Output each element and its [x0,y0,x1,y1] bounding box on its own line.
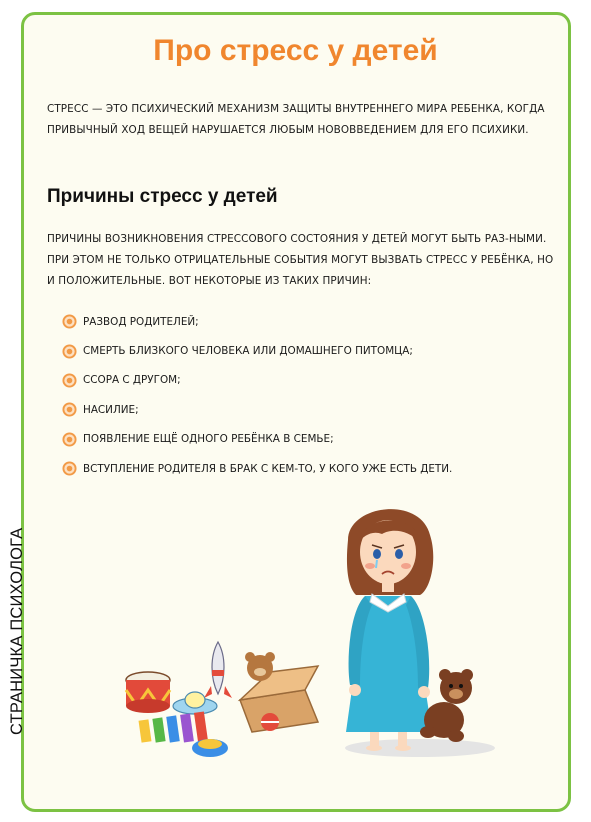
page-title: Про стресс у детей [153,34,438,67]
orange-ring-bullet-icon [62,432,77,447]
list-item-text: ССОРА С ДРУГОМ; [83,374,181,387]
list-item-text: НАСИЛИЕ; [83,403,139,416]
list-item [62,425,542,454]
list-item [62,366,542,395]
list-item [62,307,542,336]
list-item-text: СМЕРТЬ БЛИЗКОГО ЧЕЛОВЕКА ИЛИ ДОМАШНЕГО ПИТОМЦА; [83,345,413,358]
orange-ring-bullet-icon [62,373,77,388]
orange-ring-bullet-icon [62,402,77,417]
list-item [62,336,542,365]
orange-ring-bullet-icon [62,461,77,476]
list-item-text: РАЗВОД РОДИТЕЛЕЙ; [83,315,199,328]
list-item [62,395,542,424]
orange-ring-bullet-icon [62,314,77,329]
section-subtitle: Причины стресс у детей [47,186,278,207]
sad-girl-with-toys-illustration [120,500,500,770]
list-item-text: ВСТУПЛЕНИЕ РОДИТЕЛЯ В БРАК С КЕМ-ТО, У КОГО УЖЕ ЕСТЬ ДЕТИ. [83,462,453,475]
causes-intro-paragraph: ПРИЧИНЫ ВОЗНИКНОВЕНИЯ СТРЕССОВОГО СОСТОЯНИЯ У ДЕТЕЙ МОГУТ БЫТЬ РАЗ-НЫМИ. ПРИ ЭТОМ НЕ ТОЛЬКО ОТРИЦАТЕЛЬНЫЕ СОБЫТИЯ МОГУТ ВЫЗВАТЬ СТРЕСС У РЕБЁНКА, НО И ПОЛОЖИТЕЛЬНЫЕ. ВОТ НЕКОТОРЫЕ ИЗ ТАКИХ ПРИЧИН: [47,233,554,287]
sad-girl-illustration [346,509,433,751]
toys-pile-illustration [126,642,318,757]
list-item [62,454,542,483]
side-label: СТРАНИЧКА ПСИХОЛОГА [8,527,26,735]
orange-ring-bullet-icon [62,344,77,359]
causes-list [62,307,542,483]
list-item-text: ПОЯВЛЕНИЕ ЕЩЁ ОДНОГО РЕБЁНКА В СЕМЬЕ; [83,433,334,446]
intro-paragraph: СТРЕСС — ЭТО ПСИХИЧЕСКИЙ МЕХАНИЗМ ЗАЩИТЫ ВНУТРЕННЕГО МИРА РЕБЕНКА, КОГДА ПРИВЫЧНЫЙ ХОД ВЕЩЕЙ НАРУШАЕТСЯ ЛЮБЫМ НОВОВВЕДЕНИЕМ ДЛЯ ЕГО ПСИХИКИ. [47,103,545,136]
